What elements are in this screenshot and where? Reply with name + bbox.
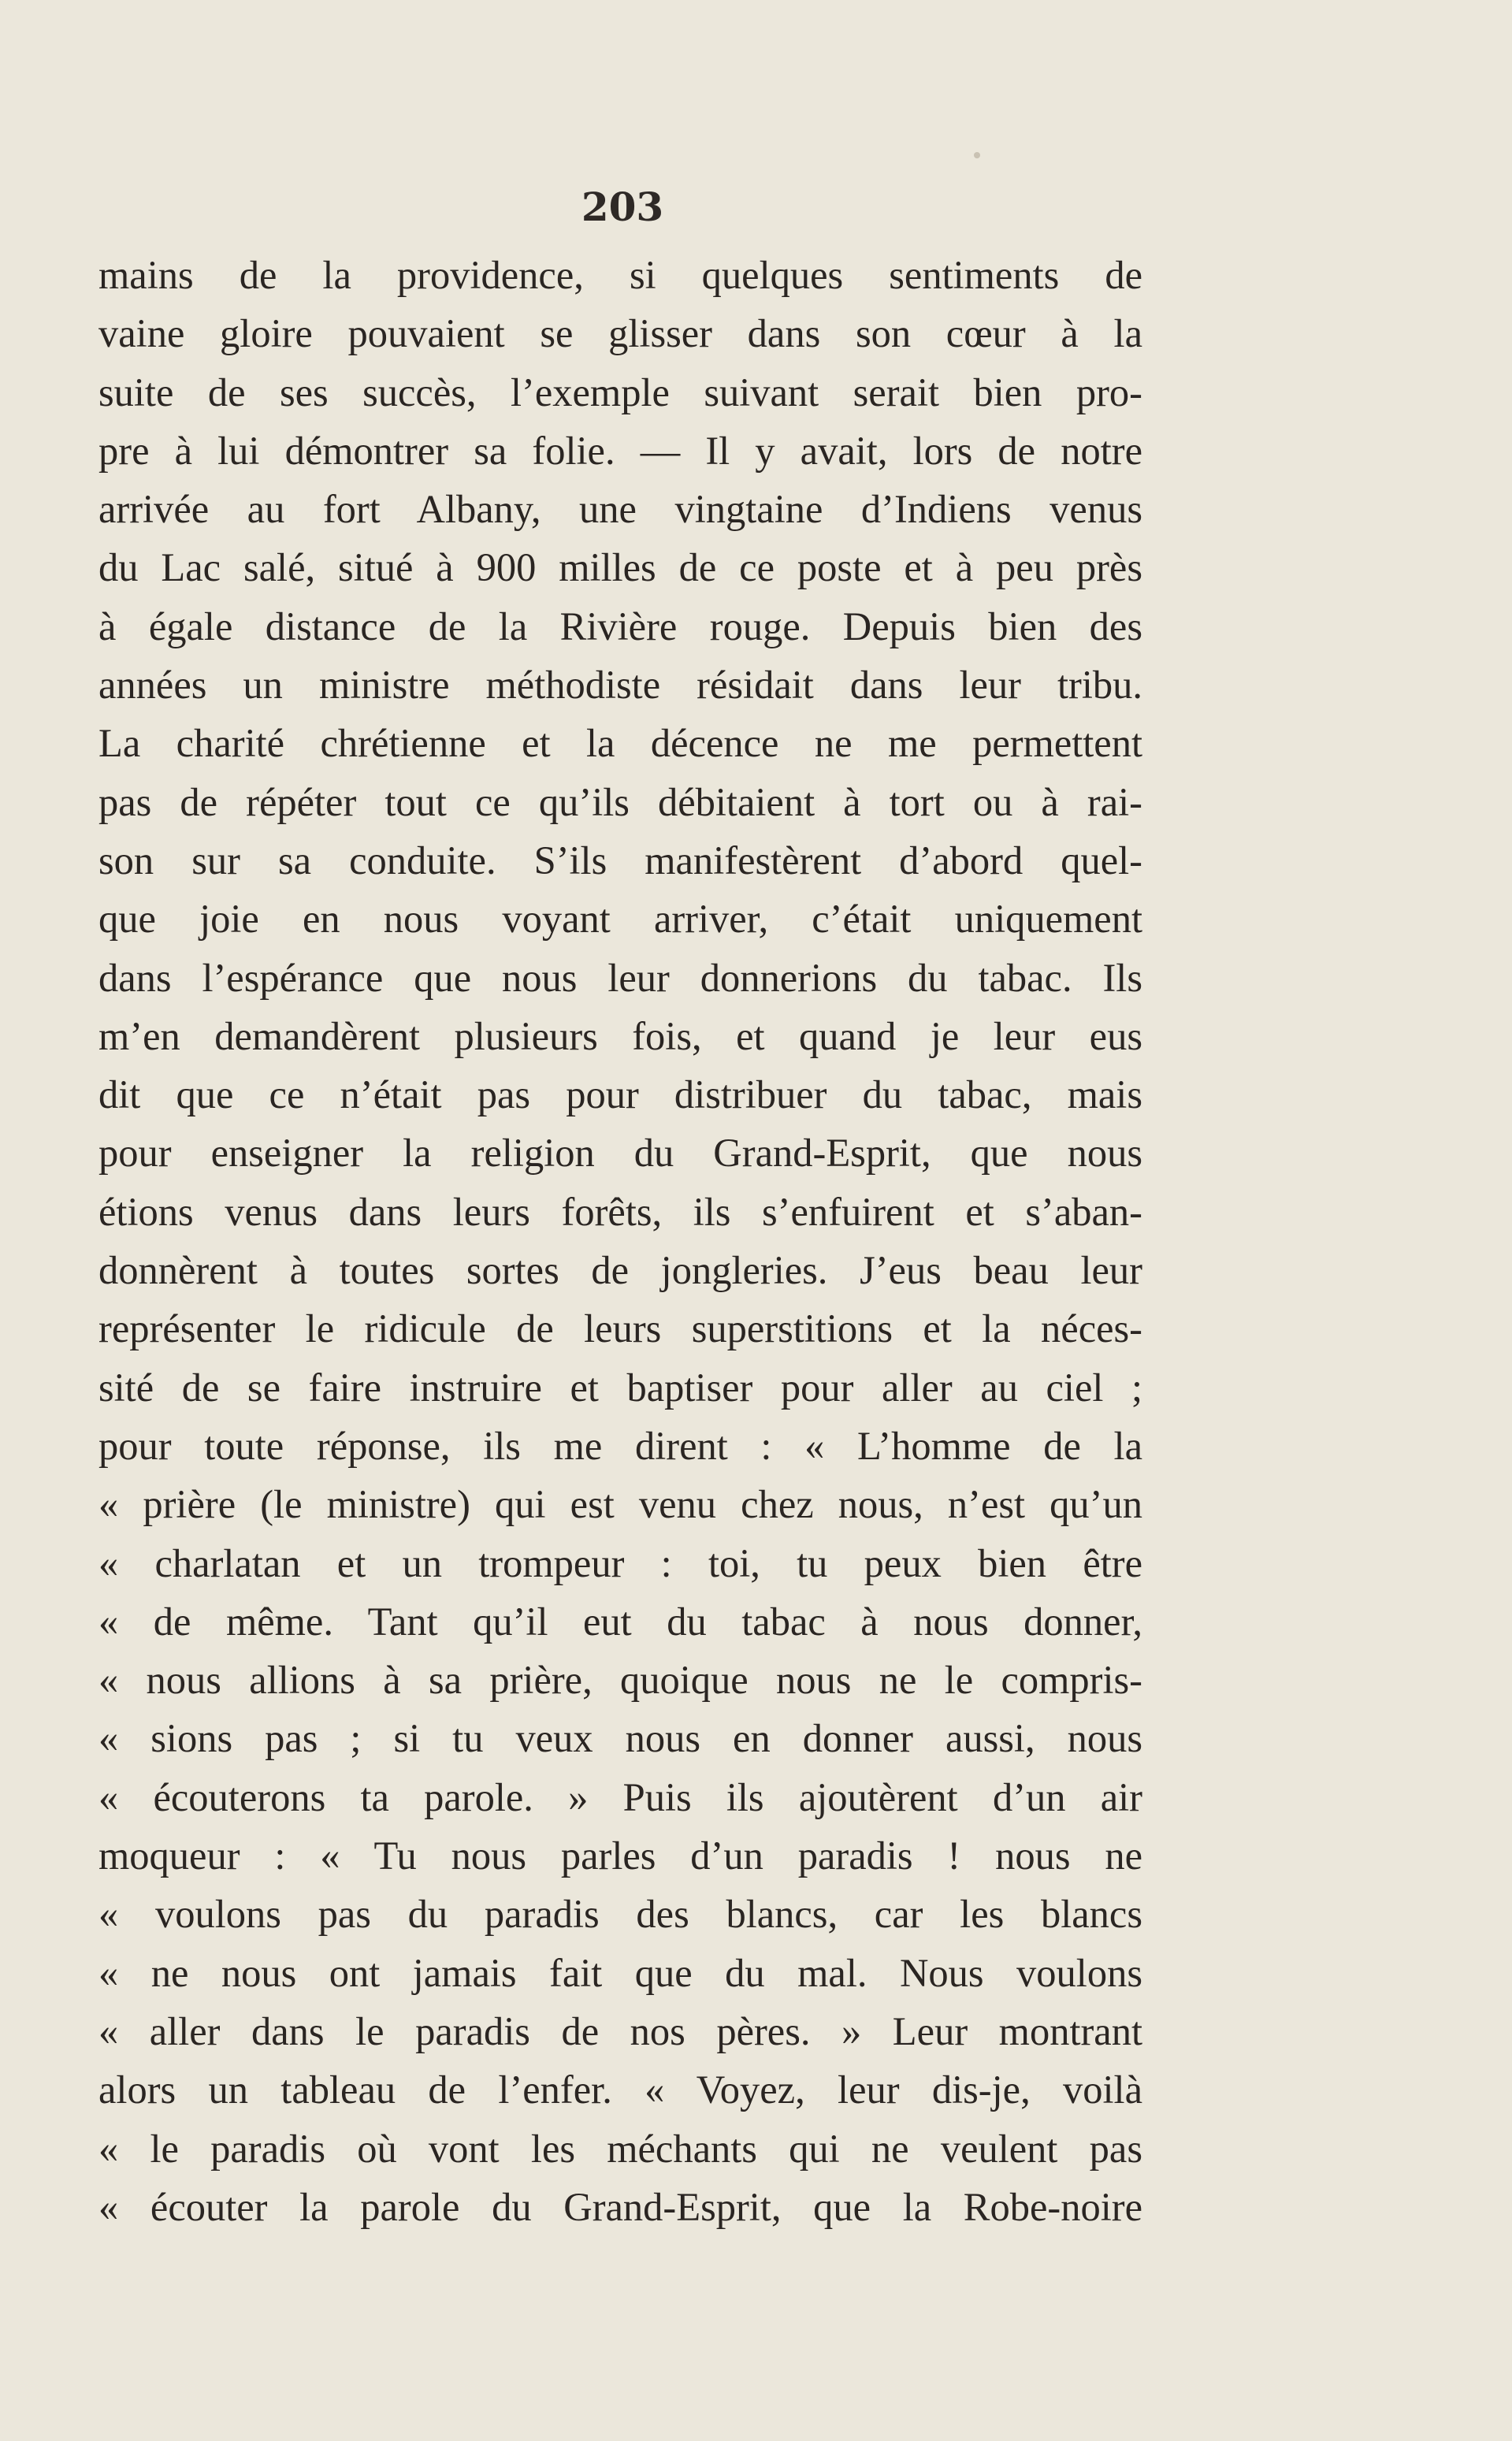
- text-line: représenter le ridicule de leurs superstitions et la néces-: [98, 1306, 1142, 1351]
- text-line: suite de ses succès, l’exemple suivant serait bien pro-: [98, 370, 1142, 414]
- text-line: « écouter la parole du Grand-Esprit, que la Robe-noire: [98, 2184, 1142, 2229]
- text-line: arrivée au fort Albany, une vingtaine d’Indiens venus: [98, 487, 1142, 532]
- text-line: du Lac salé, situé à 900 milles de ce poste et à peu près: [98, 545, 1142, 590]
- text-line: sité de se faire instruire et baptiser pour aller au ciel ;: [98, 1365, 1142, 1410]
- text-line: « charlatan et un trompeur : toi, tu peux bien être: [98, 1540, 1142, 1585]
- text-line: dans l’espérance que nous leur donnerions du tabac. Ils: [98, 955, 1142, 1000]
- text-line: « sions pas ; si tu veux nous en donner aussi, nous: [98, 1716, 1142, 1761]
- text-line: m’en demandèrent plusieurs fois, et quand je leur eus: [98, 1013, 1142, 1058]
- text-line: « écouterons ta parole. » Puis ils ajoutèrent d’un air: [98, 1774, 1142, 1819]
- text-line: vaine gloire pouvaient se glisser dans son cœur à la: [98, 311, 1142, 356]
- text-line: « le paradis où vont les méchants qui ne veulent pas: [98, 2126, 1142, 2171]
- text-line: pas de répéter tout ce qu’ils débitaient à tort ou à rai-: [98, 779, 1142, 824]
- text-line: alors un tableau de l’enfer. « Voyez, leur dis-je, voilà: [98, 2068, 1142, 2112]
- text-line: pre à lui démontrer sa folie. — Il y avait, lors de notre: [98, 428, 1142, 473]
- text-line: « ne nous ont jamais fait que du mal. Nous voulons: [98, 1950, 1142, 1995]
- text-line: années un ministre méthodiste résidait dans leur tribu.: [98, 663, 1142, 708]
- text-line: dit que ce n’était pas pour distribuer du tabac, mais: [98, 1072, 1142, 1117]
- text-line: étions venus dans leurs forêts, ils s’enfuirent et s’aban-: [98, 1189, 1142, 1234]
- text-line: pour enseigner la religion du Grand-Esprit, que nous: [98, 1131, 1142, 1176]
- page-number: 203: [581, 184, 664, 230]
- text-line: « prière (le ministre) qui est venu chez nous, n’est qu’un: [98, 1482, 1142, 1527]
- text-line: donnèrent à toutes sortes de jongleries. J’eus beau leur: [98, 1248, 1142, 1293]
- body-text: [98, 246, 1142, 2236]
- text-line: à égale distance de la Rivière rouge. Depuis bien des: [98, 604, 1142, 648]
- text-line: « aller dans le paradis de nos pères. » Leur montrant: [98, 2008, 1142, 2053]
- text-line: son sur sa conduite. S’ils manifestèrent d’abord quel-: [98, 838, 1142, 882]
- text-line: « de même. Tant qu’il eut du tabac à nous donner,: [98, 1599, 1142, 1644]
- text-line: pour toute réponse, ils me dirent : « L’homme de la: [98, 1423, 1142, 1468]
- text-line: « nous allions à sa prière, quoique nous ne le compris-: [98, 1658, 1142, 1703]
- text-line: que joie en nous voyant arriver, c’était uniquement: [98, 897, 1142, 942]
- text-line: moqueur : « Tu nous parles d’un paradis ! nous ne: [98, 1834, 1142, 1878]
- paper-speck: [974, 152, 980, 158]
- text-line: mains de la providence, si quelques sentiments de: [98, 253, 1142, 297]
- text-line: « voulons pas du paradis des blancs, car les blancs: [98, 1892, 1142, 1937]
- text-line: La charité chrétienne et la décence ne me permettent: [98, 721, 1142, 766]
